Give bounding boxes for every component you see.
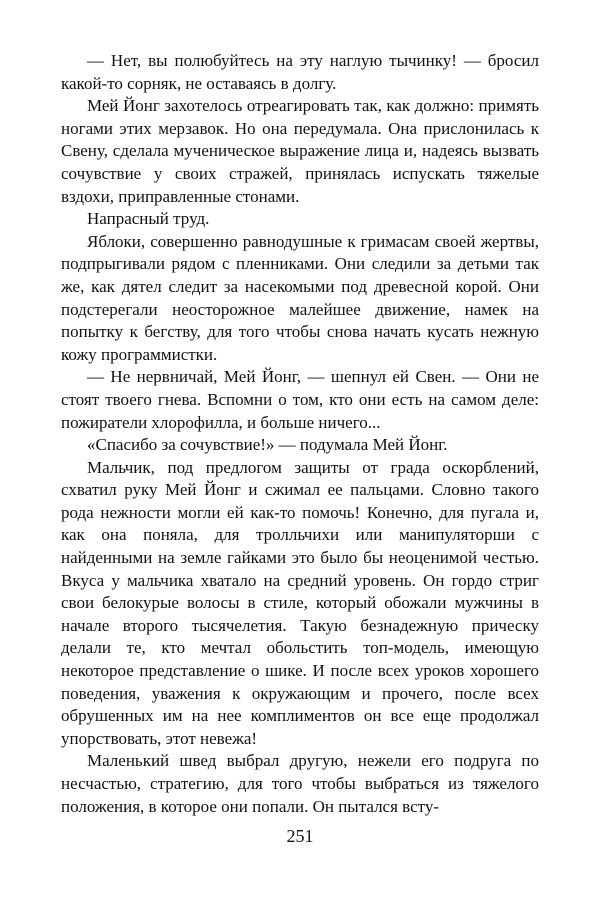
paragraph-8: Маленький швед выбрал другую, нежели его подруга по несчастью, стратегию, для того чтобы выбраться из тяжелого положения, в которое они попали. Он пытался всту-: [61, 751, 539, 816]
paragraph-2: Мей Йонг захотелось отреагировать так, как должно: примять ногами этих мерзавок. Но она передумала. Она прислонилась к Свену, сделала мученическое выражение лица и, надеясь вызвать сочувствие у своих стражей, принялась испускать тяжелые вздохи, приправленные стонами.: [61, 96, 539, 206]
paragraph-3: Напрасный труд.: [87, 209, 210, 229]
paragraph-6: «Спасибо за сочувствие!» — подумала Мей Йонг.: [87, 435, 448, 455]
paragraph-1: — Нет, вы полюбуйтесь на эту наглую тычинку! — бросил какой-то сорняк, не оставаясь в долгу.: [61, 51, 539, 93]
page-text: [61, 50, 539, 818]
page-number: 251: [286, 826, 314, 846]
paragraph-4: Яблоки, совершенно равнодушные к гримасам своей жертвы, подпрыгивали рядом с пленниками. Они следили за детьми так же, как дятел следит за насекомыми под древесной корой. Они подстерегали неосторожное малейшее движение, намек на попытку к бегству, для того чтобы снова начать кусать нежную кожу программистки.: [61, 231, 539, 364]
paragraph-5: — Не нервничай, Мей Йонг, — шепнул ей Свен. — Они не стоят твоего гнева. Вспомни о том, кто они есть на самом деле: пожиратели хлорофилла, и больше ничего...: [61, 367, 539, 432]
paragraph-7: Мальчик, под предлогом защиты от града оскорблений, схватил руку Мей Йонг и сжимал ее пальцами. Словно такого рода нежности могли ей как-то помочь! Конечно, для пугала и, как она поняла, для тролльчихи или манипуляторши с найденными на земле гайками это было бы неоценимой честью. Вкуса у мальчика хватало на средний уровень. Он гордо стриг свои белокурые волосы в стиле, который обожали мужчины в начале второго тысячелетия. Такую безнадежную прическу делали те, кто мечтал обольстить топ-модель, имеющую некоторое представление о шике. И после всех уроков хорошего поведения, уважения к окружающим и прочего, после всех обрушенных им на нее комплиментов он все еще продолжал упорствовать, этот невежа!: [61, 457, 539, 748]
